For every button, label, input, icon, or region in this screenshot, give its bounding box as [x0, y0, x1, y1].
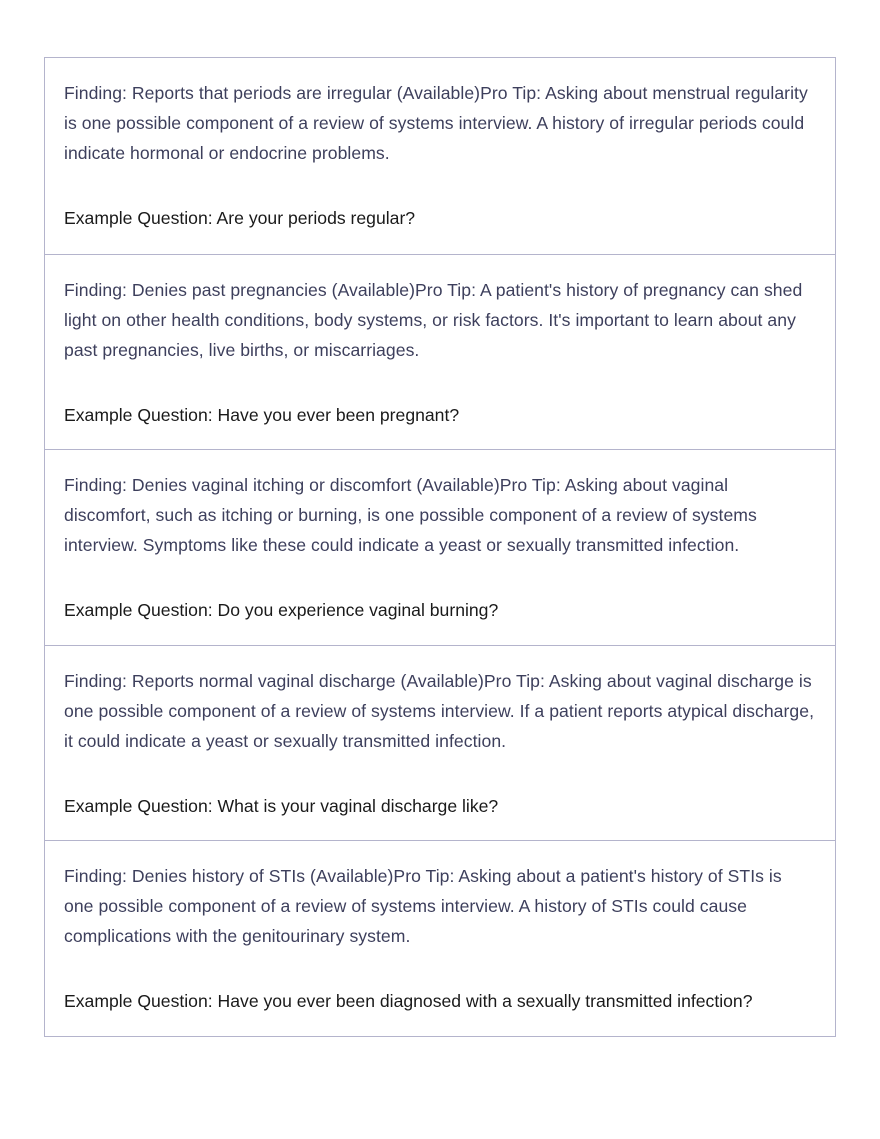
finding-text: Finding: Denies vaginal itching or discomfort (Available)Pro Tip: Asking about vaginal discomfort, such as itching or burning, is one possible component of a review of systems interview. Symptoms like these could indicate a yeast or sexually transmitted infection. [64, 475, 757, 556]
finding-row-vaginal-discomfort [45, 449, 835, 645]
finding-text: Finding: Reports that periods are irregular (Available)Pro Tip: Asking about menstrual regularity is one possible component of a review of systems interview. A history of irregular periods could indicate hormonal or endocrine problems. [64, 83, 808, 163]
finding-text: Finding: Denies history of STIs (Available)Pro Tip: Asking about a patient's history of STIs is one possible component of a review of systems interview. A history of STIs could cause complications with the genitourinary system. [64, 866, 782, 947]
example-question: Example Question: Have you ever been pregnant? [64, 404, 460, 425]
finding-row-past-pregnancies [45, 254, 835, 450]
example-question: Example Question: Do you experience vaginal burning? [64, 600, 499, 621]
example-question: Example Question: What is your vaginal discharge like? [64, 795, 499, 816]
finding-text: Finding: Reports normal vaginal discharge (Available)Pro Tip: Asking about vaginal discharge is one possible component of a review of systems interview. If a patient reports atypical discharge, it could indicate a yeast or sexually transmitted infection. [64, 670, 815, 751]
finding-text: Finding: Denies past pregnancies (Available)Pro Tip: A patient's history of pregnancy can shed light on other health conditions, body systems, or risk factors. It's important to learn about any past pregnancies, live births, or miscarriages. [64, 279, 803, 360]
example-question: Example Question: Are your periods regular? [64, 208, 416, 228]
finding-row-sti-history [45, 840, 835, 1036]
finding-row-vaginal-discharge [45, 645, 835, 841]
example-question: Example Question: Have you ever been diagnosed with a sexually transmitted infection? [64, 991, 753, 1012]
finding-row-menstrual-regularity [45, 58, 835, 254]
findings-table [44, 57, 836, 1037]
